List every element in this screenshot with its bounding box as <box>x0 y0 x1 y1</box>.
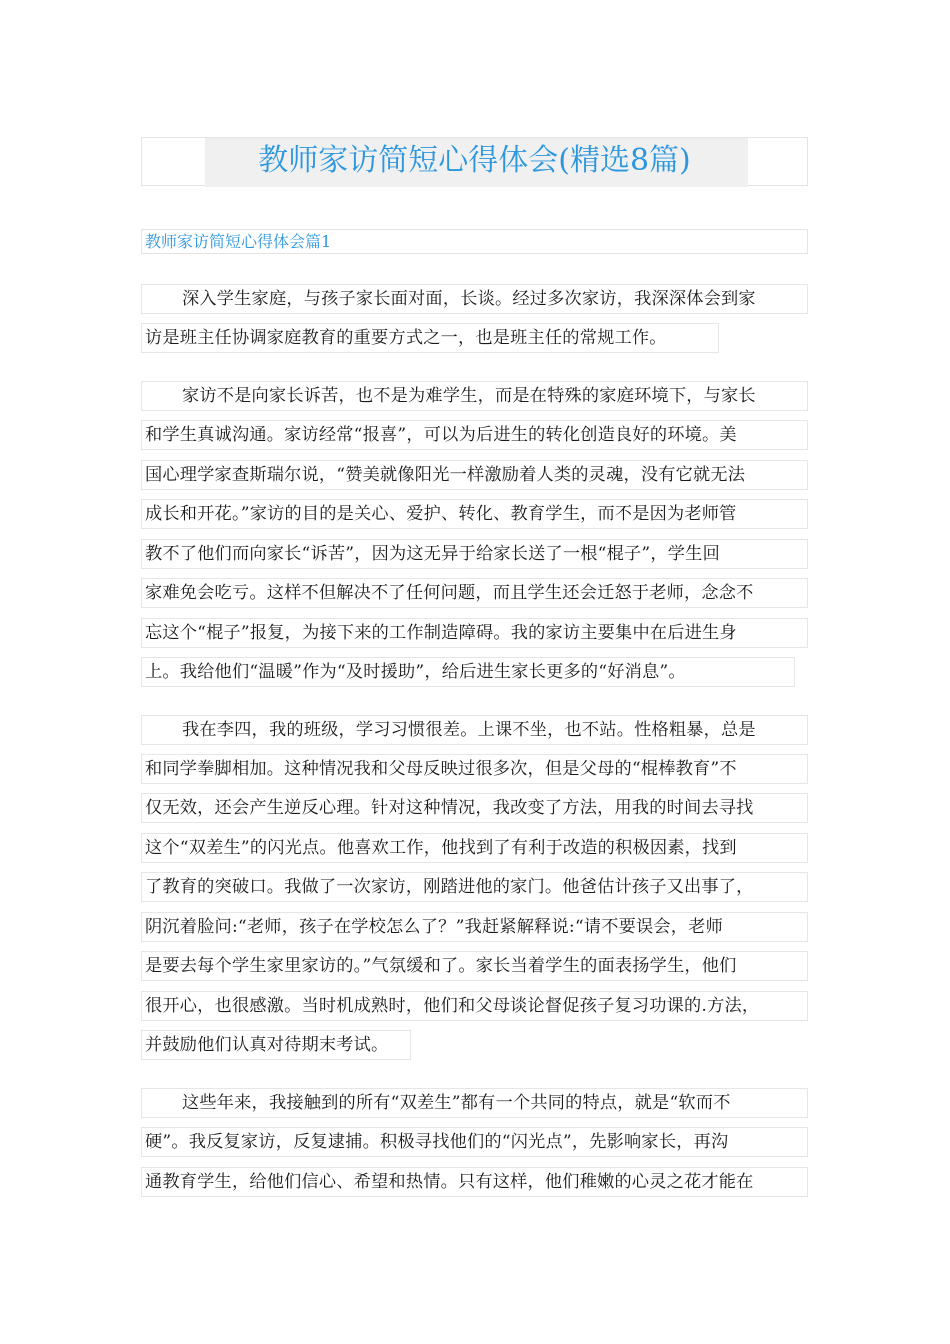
paragraph-3-line-5: 了教育的突破口。我做了一次家访，刚踏进他的家门。他爸估计孩子又出事了， <box>141 872 808 902</box>
paragraph-1-line-1: 深入学生家庭，与孩子家长面对面，长谈。经过多次家访，我深深体会到家 <box>141 284 808 314</box>
paragraph-2-line-1: 家访不是向家长诉苦，也不是为难学生，而是在特殊的家庭环境下，与家长 <box>141 381 808 411</box>
paragraph-3-line-7: 是要去每个学生家里家访的。”气氛缓和了。家长当着学生的面表扬学生，他们 <box>141 951 808 981</box>
paragraph-2-line-4: 成长和开花。”家访的目的是关心、爱护、转化、教育学生，而不是因为老师管 <box>141 499 808 529</box>
paragraph-3-line-1: 我在李四，我的班级，学习习惯很差。上课不坐，也不站。性格粗暴，总是 <box>141 715 808 745</box>
document-title: 教师家访简短心得体会(精选8篇) <box>258 143 691 178</box>
paragraph-1-line-2: 访是班主任协调家庭教育的重要方式之一，也是班主任的常规工作。 <box>141 323 719 353</box>
paragraph-4-line-3: 通教育学生，给他们信心、希望和热情。只有这样，他们稚嫩的心灵之花才能在 <box>141 1167 808 1197</box>
paragraph-3-line-4: 这个“双差生”的闪光点。他喜欢工作，他找到了有利于改造的积极因素，找到 <box>141 833 808 863</box>
paragraph-3-line-2: 和同学拳脚相加。这种情况我和父母反映过很多次，但是父母的“棍棒教育”不 <box>141 754 808 784</box>
paragraph-3-line-6: 阴沉着脸问:“老师，孩子在学校怎么了？”我赶紧解释说:“请不要误会，老师 <box>141 912 808 942</box>
paragraph-2-line-8: 上。我给他们“温暖”作为“及时援助”，给后进生家长更多的“好消息”。 <box>141 657 795 687</box>
paragraph-2-line-7: 忘这个“棍子”报复，为接下来的工作制造障碍。我的家访主要集中在后进生身 <box>141 618 808 648</box>
paragraph-2-line-6: 家难免会吃亏。这样不但解决不了任何问题，而且学生还会迁怒于老师，念念不 <box>141 578 808 608</box>
title-block <box>141 137 808 186</box>
paragraph-3-line-3: 仅无效，还会产生逆反心理。针对这种情况，我改变了方法，用我的时间去寻找 <box>141 793 808 823</box>
paragraph-3-line-9: 并鼓励他们认真对待期末考试。 <box>141 1030 411 1060</box>
paragraph-4-line-1: 这些年来，我接触到的所有“双差生”都有一个共同的特点，就是“软而不 <box>141 1088 808 1118</box>
paragraph-4-line-2: 硬”。我反复家访，反复逮捕。积极寻找他们的“闪光点”，先影响家长，再沟 <box>141 1127 808 1157</box>
paragraph-2-line-2: 和学生真诚沟通。家访经常“报喜”，可以为后进生的转化创造良好的环境。美 <box>141 420 808 450</box>
paragraph-2-line-5: 教不了他们而向家长“诉苦”，因为这无异于给家长送了一根“棍子”，学生回 <box>141 539 808 569</box>
paragraph-2-line-3: 国心理学家查斯瑞尔说，“赞美就像阳光一样激励着人类的灵魂，没有它就无法 <box>141 460 808 490</box>
section-heading: 教师家访简短心得体会篇1 <box>141 229 808 254</box>
paragraph-3-line-8: 很开心，也很感激。当时机成熟时，他们和父母谈论督促孩子复习功课的.方法， <box>141 991 808 1021</box>
